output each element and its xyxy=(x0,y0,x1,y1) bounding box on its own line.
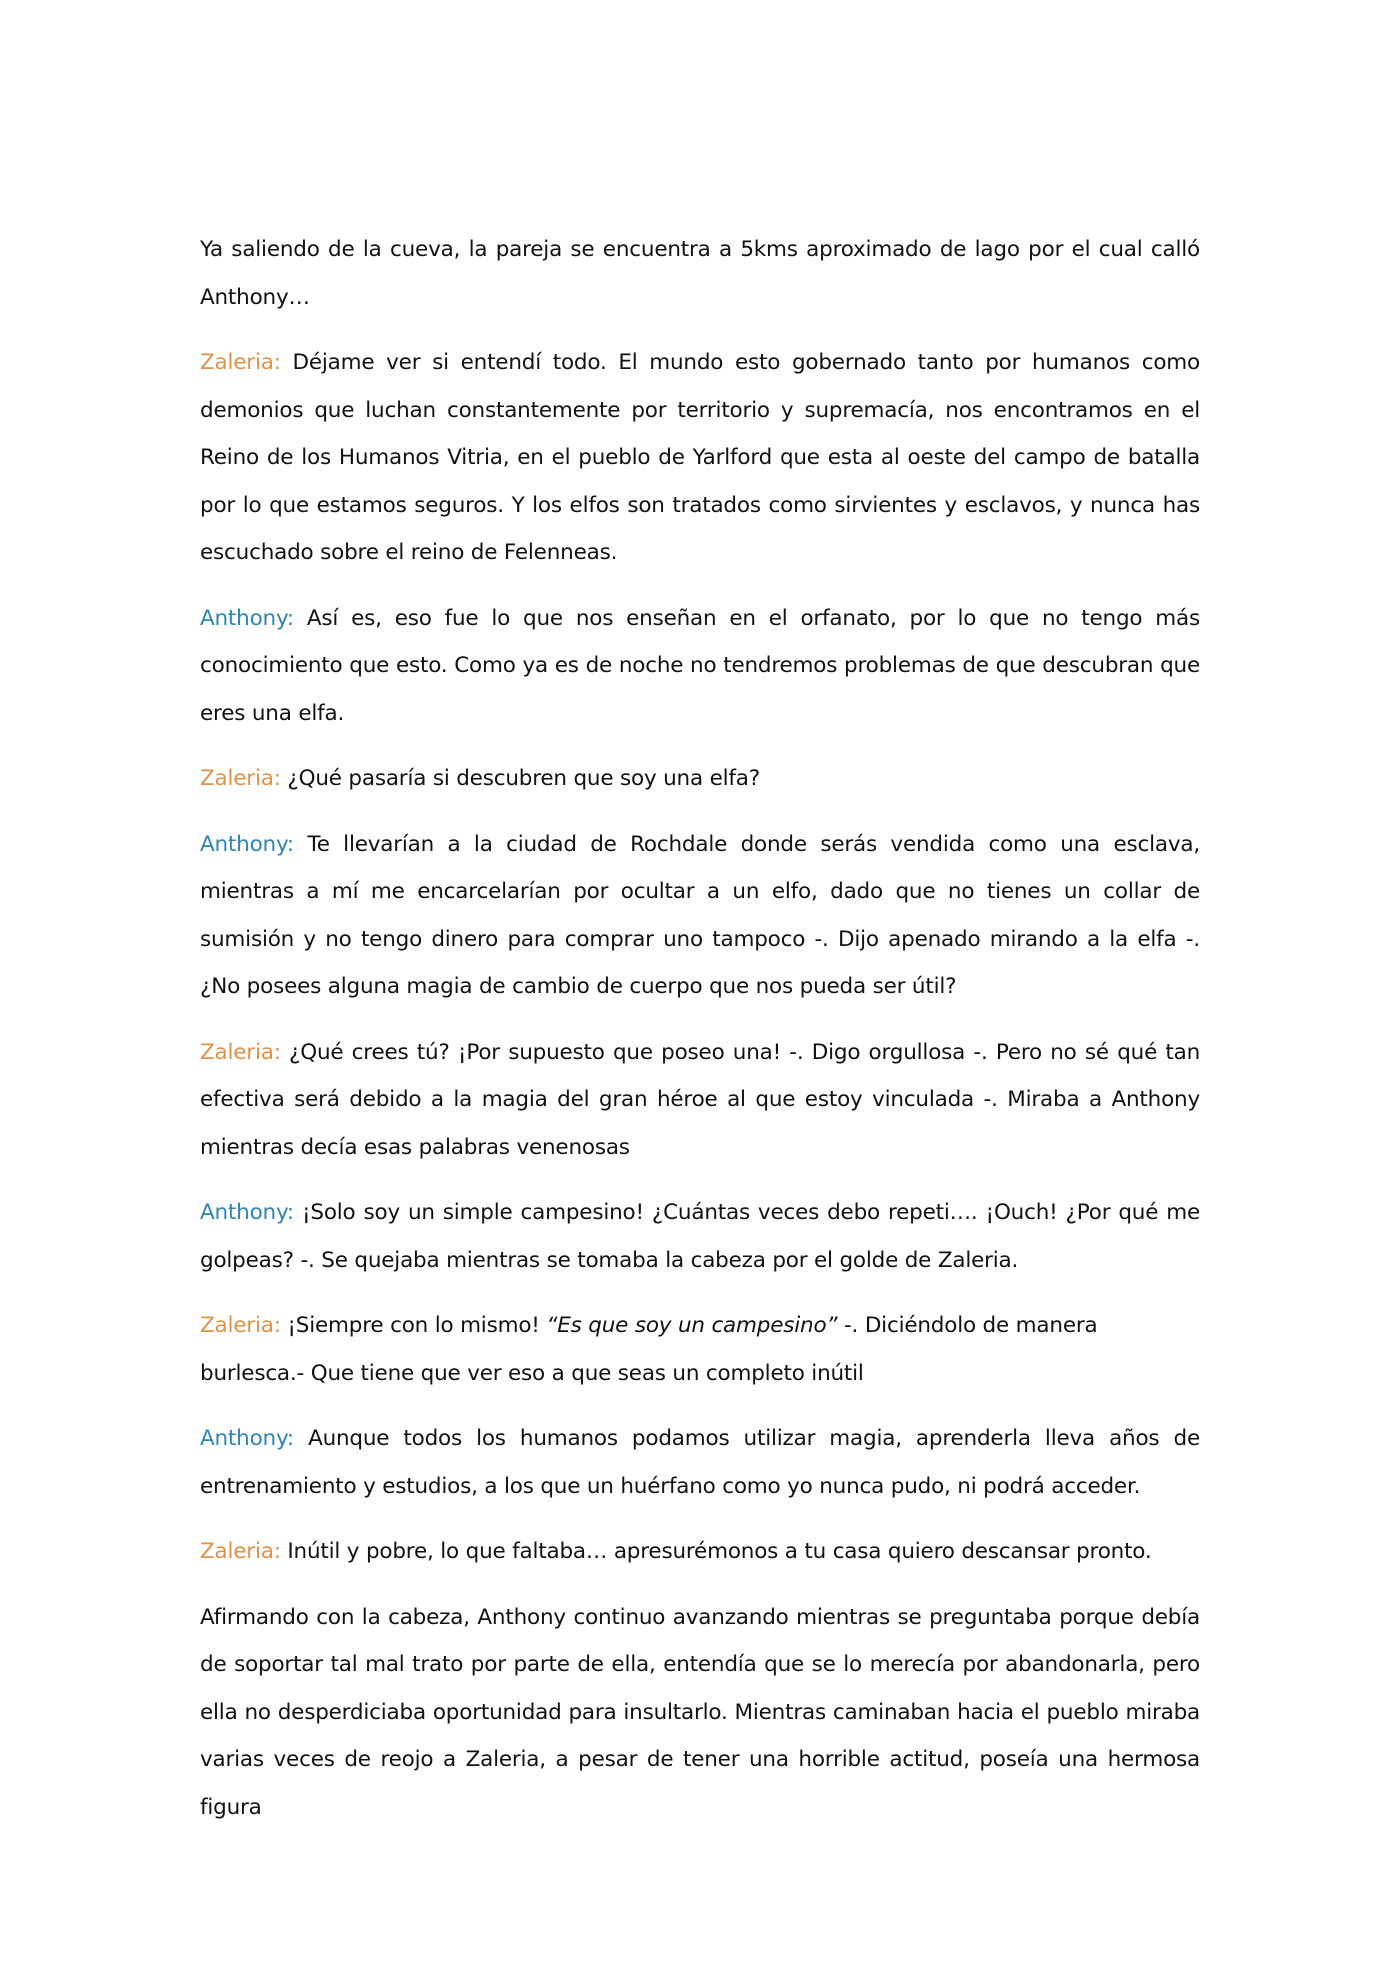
dialogue-text: ¿Qué pasaría si descubren que soy una elfa? xyxy=(280,766,760,791)
dialogue-text: Te llevarían a la ciudad de Rochdale donde serás vendida como una esclava, mientras a mí me encarcelarían por ocultar a un elfo, dado que no tienes un collar de sumisión y no tengo dinero para comprar uno tampoco -. Dijo apenado mirando a la elfa -. ¿No posees alguna magia de cambio de cuerpo que nos pueda ser útil? xyxy=(200,831,1200,999)
dialogue-paragraph xyxy=(200,1029,1200,1172)
speaker-label-anthony: Anthony: xyxy=(200,831,294,857)
dialogue-text: ¡Siempre con lo mismo! xyxy=(280,1313,547,1338)
dialogue-paragraph xyxy=(200,755,1200,803)
dialogue-paragraph xyxy=(200,1189,1200,1284)
dialogue-paragraph xyxy=(200,1528,1200,1576)
dialogue-paragraph xyxy=(200,821,1200,1011)
dialogue-text: ¿Qué crees tú? ¡Por supuesto que poseo una! -. Digo orgullosa -. Pero no sé qué tan efectiva será debido a la magia del gran héroe al que estoy vinculada -. Miraba a Anthony mientras decía esas palabras venenosas xyxy=(200,1039,1200,1160)
speaker-label-zaleria: Zaleria: xyxy=(200,1039,281,1065)
speaker-label-zaleria: Zaleria: xyxy=(200,350,281,375)
speaker-label-anthony: Anthony: xyxy=(200,605,294,631)
dialogue-text: Aunque todos los humanos podamos utilizar magia, aprenderla lleva años de entrenamiento y estudios, a los que un huérfano como yo nunca pudo, ni podrá acceder. xyxy=(200,1426,1200,1499)
narration-paragraph: Ya saliendo de la cueva, la pareja se encuentra a 5kms aproximado de lago por el cual calló Anthony… xyxy=(200,237,1200,310)
dialogue-text: Inútil y pobre, lo que faltaba… apresurémonos a tu casa quiero descansar pronto. xyxy=(280,1539,1152,1564)
speaker-label-anthony: Anthony: xyxy=(200,1200,294,1225)
speaker-label-zaleria: Zaleria: xyxy=(200,1539,281,1564)
speaker-label-zaleria: Zaleria: xyxy=(200,766,281,791)
document-page xyxy=(200,226,1200,1849)
dialogue-text: -. Diciéndolo de manera burlesca.- Que tiene que ver eso a que seas un completo inútil xyxy=(200,1313,1098,1386)
dialogue-paragraph xyxy=(200,595,1200,738)
dialogue-paragraph xyxy=(200,339,1200,577)
speaker-label-anthony: Anthony: xyxy=(200,1426,294,1451)
dialogue-quote: “Es que soy un campesino” xyxy=(546,1313,838,1338)
dialogue-text: Déjame ver si entendí todo. El mundo esto gobernado tanto por humanos como demonios que luchan constantemente por territorio y supremacía, nos encontramos en el Reino de los Humanos Vitria, en el pueblo de Yarlford que esta al oeste del campo de batalla por lo que estamos seguros. Y los elfos son tratados como sirvientes y esclavos, y nunca has escuchado sobre el reino de Felenneas. xyxy=(200,350,1200,565)
speaker-label-zaleria: Zaleria: xyxy=(200,1313,281,1338)
dialogue-text: ¡Solo soy un simple campesino! ¿Cuántas veces debo repeti…. ¡Ouch! ¿Por qué me golpeas? -. Se quejaba mientras se tomaba la cabeza por el golde de Zaleria. xyxy=(200,1200,1200,1273)
dialogue-paragraph xyxy=(200,1415,1200,1510)
dialogue-paragraph xyxy=(200,1302,1200,1397)
narration-paragraph: Afirmando con la cabeza, Anthony continuo avanzando mientras se preguntaba porque debía de soportar tal mal trato por parte de ella, entendía que se lo merecía por abandonarla, pero ella no desperdiciaba oportunidad para insultarlo. Mientras caminaban hacia el pueblo miraba varias veces de reojo a Zaleria, a pesar de tener una horrible actitud, poseía una hermosa figura xyxy=(200,1604,1200,1820)
dialogue-text: Así es, eso fue lo que nos enseñan en el orfanato, por lo que no tengo más conocimiento que esto. Como ya es de noche no tendremos problemas de que descubran que eres una elfa. xyxy=(200,605,1200,726)
